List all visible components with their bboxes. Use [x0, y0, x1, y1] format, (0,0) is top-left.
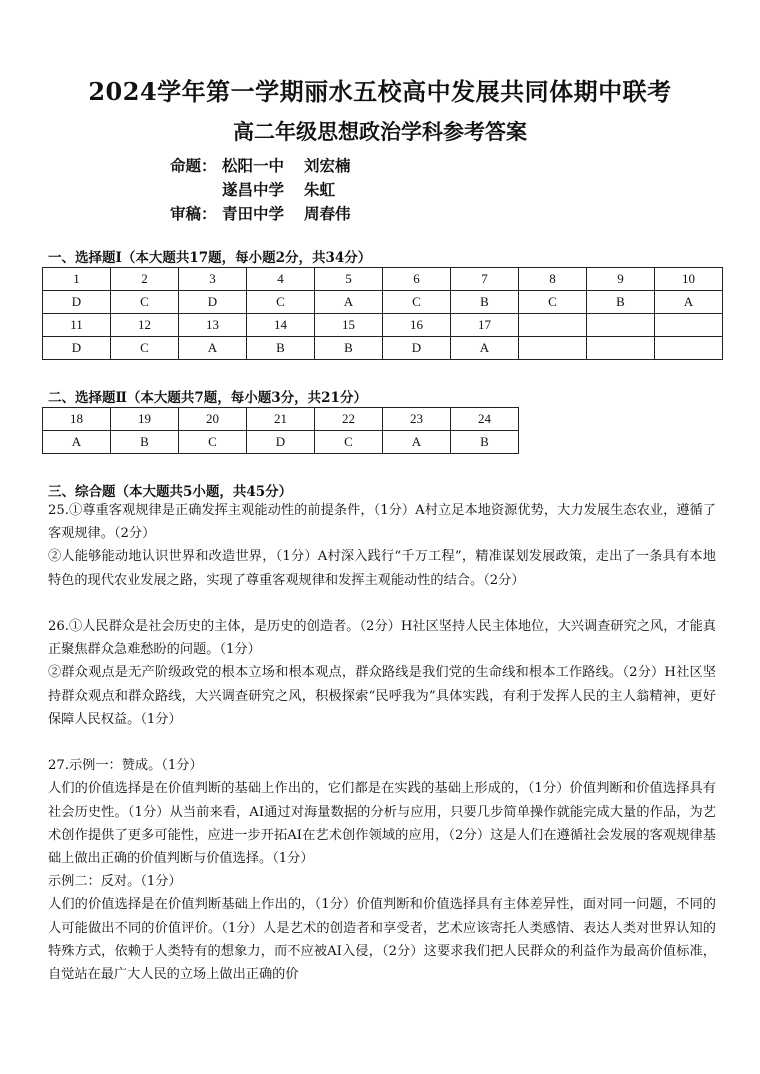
question-number-cell: 14: [247, 314, 315, 337]
section2-answer-table: [42, 407, 519, 454]
question-number-cell: [519, 314, 587, 337]
section1-heading: 一、选择题Ⅰ（本大题共17题，每小题2分，共34分）: [48, 250, 372, 266]
answer-row: [43, 291, 723, 314]
answer-cell: D: [179, 291, 247, 314]
question-number-cell: 8: [519, 268, 587, 291]
answer-cell: A: [179, 337, 247, 360]
answer-cell: D: [247, 431, 315, 454]
question-number-cell: 1: [43, 268, 111, 291]
answer-cell: C: [383, 291, 451, 314]
answer-cell: [655, 337, 723, 360]
question-number-cell: 11: [43, 314, 111, 337]
answer-cell: D: [383, 337, 451, 360]
question-number-cell: 4: [247, 268, 315, 291]
question-number-cell: 5: [315, 268, 383, 291]
author-name: 周春伟: [304, 204, 351, 223]
section3-body: [48, 499, 716, 986]
section1-answer-table: [42, 267, 723, 360]
q25-para-1: 25.①尊重客观规律是正确发挥主观能动性的前提条件，（1分）A村立足本地资源优势，大力发展生态农业，遵循了客观规律。（2分）: [48, 503, 716, 542]
answer-cell: D: [43, 337, 111, 360]
author-school: 青田中学: [222, 204, 285, 223]
question-number-cell: 2: [111, 268, 179, 291]
question-number-cell: 22: [315, 408, 383, 431]
question-number-cell: 16: [383, 314, 451, 337]
question-number-cell: 6: [383, 268, 451, 291]
question-number-cell: [655, 314, 723, 337]
answer-cell: B: [111, 431, 179, 454]
question-number-cell: 21: [247, 408, 315, 431]
question-number-row: [43, 408, 519, 431]
answer-row: [43, 431, 519, 454]
author-name: 朱虹: [304, 180, 336, 199]
q27-example1-text: 人们的价值选择是在价值判断的基础上作出的，它们都是在实践的基础上形成的，（1分）价值判断和价值选择具有社会历史性。（1分）从当前来看，AI通过对海量数据的分析与应用，只要几步简单操作就能完成大量的作品，为艺术创作提供了更多可能性，应进一步开拓AI在艺术创作领域的应用，（2分）这是人们在遵循社会发展的客观规律基础上做出正确的价值判断与价值选择。（1分）: [48, 781, 716, 867]
author-role: 命题：: [170, 156, 217, 175]
question-number-cell: 24: [451, 408, 519, 431]
answer-cell: B: [315, 337, 383, 360]
q26-para-1: 26.①人民群众是社会历史的主体，是历史的创造者。（2分）H社区坚持人民主体地位，大兴调查研究之风，才能真正聚焦群众急难愁盼的问题。（1分）: [48, 619, 716, 658]
question-number-cell: 17: [451, 314, 519, 337]
q26-para-2: ②群众观点是无产阶级政党的根本立场和根本观点，群众路线是我们党的生命线和根本工作路线。（2分）H社区坚持群众观点和群众路线，大兴调查研究之风，积极探索“民呼我为”具体实践，有利于发挥人民的主人翁精神，更好保障人民权益。（1分）: [48, 665, 716, 727]
answer-cell: B: [451, 291, 519, 314]
q27-example2-title: 示例二：反对。（1分）: [48, 874, 182, 890]
answer-cell: C: [111, 291, 179, 314]
question-number-cell: 23: [383, 408, 451, 431]
section2-heading: 二、选择题Ⅱ（本大题共7题，每小题3分，共21分）: [48, 390, 367, 406]
question-number-cell: 3: [179, 268, 247, 291]
answer-cell: C: [111, 337, 179, 360]
author-row: [170, 202, 351, 226]
author-school: 遂昌中学: [222, 180, 285, 199]
question-number-cell: 9: [587, 268, 655, 291]
question-number-cell: [587, 314, 655, 337]
answer-cell: B: [451, 431, 519, 454]
author-name: 刘宏楠: [304, 156, 351, 175]
q27-example2-text: 人们的价值选择是在价值判断基础上作出的，（1分）价值判断和价值选择具有主体差异性，面对同一问题，不同的人可能做出不同的价值评价。（1分）人是艺术的创造者和享受者，艺术应该寄托人类感情、表达人类对世界认知的特殊方式，依赖于人类特有的想象力，而不应被AI入侵，（2分）这要求我们把人民群众的利益作为最高价值标准，自觉站在最广大人民的立场上做出正确的价: [48, 897, 716, 983]
page-title: 2024学年第一学期丽水五校高中发展共同体期中联考: [88, 77, 672, 106]
question-number-cell: 18: [43, 408, 111, 431]
question-number-cell: 19: [111, 408, 179, 431]
question-number-cell: 13: [179, 314, 247, 337]
answer-cell: A: [655, 291, 723, 314]
spacer: [48, 731, 716, 754]
answer-cell: A: [451, 337, 519, 360]
answer-cell: [519, 337, 587, 360]
answer-cell: C: [519, 291, 587, 314]
author-school: 松阳一中: [222, 156, 285, 175]
answer-cell: D: [43, 291, 111, 314]
authors-block: [170, 154, 351, 226]
question-number-row: [43, 268, 723, 291]
author-row: [170, 178, 351, 202]
author-row: [170, 154, 351, 178]
question-number-cell: 7: [451, 268, 519, 291]
spacer: [48, 592, 716, 615]
question-number-row: [43, 314, 723, 337]
answer-cell: A: [315, 291, 383, 314]
author-role: [170, 178, 222, 202]
question-number-cell: 12: [111, 314, 179, 337]
answer-cell: A: [43, 431, 111, 454]
question-number-cell: 15: [315, 314, 383, 337]
question-number-cell: 20: [179, 408, 247, 431]
page-subtitle: 高二年级思想政治学科参考答案: [233, 119, 527, 144]
answer-cell: [587, 337, 655, 360]
question-number-cell: 10: [655, 268, 723, 291]
answer-cell: B: [587, 291, 655, 314]
section3-heading: 三、综合题（本大题共5小题，共45分）: [48, 484, 293, 500]
answer-cell: B: [247, 337, 315, 360]
answer-cell: C: [179, 431, 247, 454]
author-role: 审稿：: [170, 204, 217, 223]
answer-cell: A: [383, 431, 451, 454]
q25-para-2: ②人能够能动地认识世界和改造世界，（1分）A村深入践行“千万工程”，精准谋划发展政策，走出了一条具有本地特色的现代农业发展之路，实现了尊重客观规律和发挥主观能动性的结合。（2分）: [48, 549, 716, 588]
answer-cell: C: [247, 291, 315, 314]
answer-row: [43, 337, 723, 360]
answer-cell: C: [315, 431, 383, 454]
q27-example1-title: 27.示例一：赞成。（1分）: [48, 758, 203, 774]
